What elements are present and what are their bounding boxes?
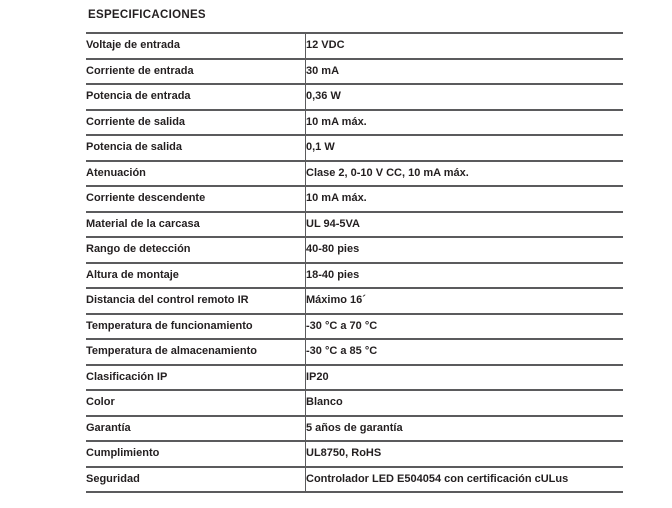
- spec-value: 10 mA máx.: [306, 115, 367, 128]
- spec-value: -30 °C a 70 °C: [306, 319, 378, 332]
- spec-label: Distancia del control remoto IR: [86, 288, 306, 314]
- spec-value: 0,1 W: [306, 141, 335, 154]
- spec-table: [86, 32, 623, 493]
- spec-label: Rango de detección: [86, 237, 306, 263]
- table-row: [86, 135, 623, 161]
- spec-value: 18-40 pies: [306, 268, 360, 281]
- spec-value: Máximo 16´: [306, 294, 366, 307]
- spec-value: Blanco: [306, 396, 343, 409]
- spec-value: Clase 2, 0-10 V CC, 10 mA máx.: [306, 166, 469, 179]
- table-row: [86, 110, 623, 136]
- spec-label: Atenuación: [86, 161, 306, 187]
- spec-value: -30 °C a 85 °C: [306, 345, 378, 358]
- spec-label: Altura de montaje: [86, 263, 306, 289]
- spec-value: 40-80 pies: [306, 243, 360, 256]
- table-row: [86, 314, 623, 340]
- table-row: [86, 339, 623, 365]
- table-row: [86, 441, 623, 467]
- spec-label: Potencia de entrada: [86, 84, 306, 110]
- spec-value: IP20: [306, 370, 329, 383]
- spec-label: Color: [86, 390, 306, 416]
- table-row: [86, 263, 623, 289]
- spec-value: UL8750, RoHS: [306, 447, 382, 460]
- spec-value: 0,36 W: [306, 90, 341, 103]
- spec-value: 10 mA máx.: [306, 192, 367, 205]
- spec-label: Cumplimiento: [86, 441, 306, 467]
- table-row: [86, 416, 623, 442]
- spec-label: Temperatura de almacenamiento: [86, 339, 306, 365]
- table-row: [86, 186, 623, 212]
- table-row: [86, 365, 623, 391]
- spec-value: Controlador LED E504054 con certificación cULus: [306, 472, 569, 485]
- spec-label: Corriente de salida: [86, 110, 306, 136]
- spec-label: Temperatura de funcionamiento: [86, 314, 306, 340]
- spec-label: Garantía: [86, 416, 306, 442]
- table-row: [86, 288, 623, 314]
- table-row: [86, 84, 623, 110]
- spec-value: 30 mA: [306, 64, 340, 77]
- spec-label: Voltaje de entrada: [86, 33, 306, 59]
- spec-value: UL 94-5VA: [306, 217, 361, 230]
- table-row: [86, 59, 623, 85]
- spec-label: Material de la carcasa: [86, 212, 306, 238]
- page-title: ESPECIFICACIONES: [88, 9, 206, 21]
- table-row: [86, 237, 623, 263]
- table-row: [86, 467, 623, 493]
- table-row: [86, 33, 623, 59]
- spec-value: 5 años de garantía: [306, 421, 403, 434]
- spec-table-body: [86, 33, 623, 492]
- spec-value: 12 VDC: [306, 39, 345, 52]
- spec-label: Potencia de salida: [86, 135, 306, 161]
- table-row: [86, 212, 623, 238]
- spec-label: Corriente descendente: [86, 186, 306, 212]
- spec-label: Corriente de entrada: [86, 59, 306, 85]
- table-row: [86, 161, 623, 187]
- spec-label: Seguridad: [86, 467, 306, 493]
- table-row: [86, 390, 623, 416]
- spec-label: Clasificación IP: [86, 365, 306, 391]
